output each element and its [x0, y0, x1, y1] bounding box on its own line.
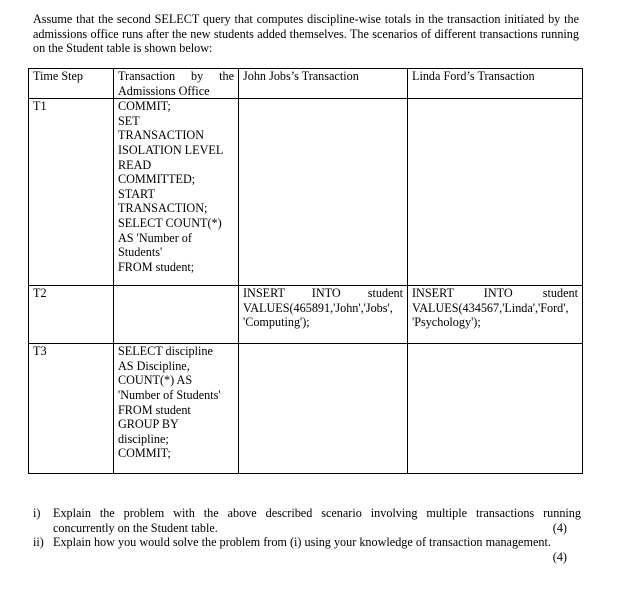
table-row-t1: [29, 99, 583, 286]
sql-line: VALUES(465891,'John','Jobs',: [243, 300, 393, 315]
question-number: i): [33, 506, 41, 520]
cell-john-empty: [239, 344, 408, 474]
sql-line: ISOLATION LEVEL: [118, 142, 224, 157]
table-header-row: [29, 69, 583, 99]
sql-line: AS Discipline,: [118, 358, 190, 373]
sql-line: TRANSACTION;: [118, 201, 208, 216]
cell-step: T1: [29, 99, 114, 286]
sql-line: TRANSACTION: [118, 128, 204, 143]
sql-line: VALUES(434567,'Linda','Ford',: [412, 300, 569, 315]
question-text-line2: concurrently on the Student table. (4): [53, 521, 581, 536]
cell-admissions-sql: [114, 99, 239, 286]
cell-admissions-sql: [114, 344, 239, 474]
cell-step: T2: [29, 286, 114, 344]
cell-john-empty: [239, 99, 408, 286]
sql-line: FROM student;: [118, 259, 195, 274]
sql-line: 'Psychology');: [412, 315, 481, 330]
sql-line: INSERT INTO student: [243, 286, 403, 301]
question-ii: [33, 535, 581, 564]
question-i: [33, 506, 581, 535]
table-row-t2: [29, 286, 583, 344]
sql-line: 'Number of Students': [118, 387, 221, 402]
question-mark: (4): [552, 520, 567, 535]
question-text-line1: Explain how you would solve the problem from (i) using your knowledge of transaction management.: [53, 535, 551, 550]
table-row-t3: [29, 344, 583, 474]
sql-line: AS 'Number of: [118, 230, 192, 245]
header-linda: Linda Ford’s Transaction: [408, 69, 583, 99]
sql-line: discipline;: [118, 431, 169, 446]
sql-line: FROM student: [118, 402, 191, 417]
cell-john-sql: [239, 286, 408, 344]
sql-line: SET: [118, 113, 140, 128]
header-john: John Jobs’s Transaction: [239, 69, 408, 99]
question-number: ii): [33, 535, 44, 550]
sql-line: Students': [118, 245, 163, 260]
sql-line: COUNT(*) AS: [118, 373, 193, 388]
question-text-line1: Explain the problem with the above described scenario involving multiple transactions running: [53, 506, 581, 520]
cell-admissions-empty: [114, 286, 239, 344]
header-time-step: Time Step: [29, 69, 114, 99]
sql-line: SELECT discipline: [118, 344, 213, 359]
cell-linda-empty: [408, 344, 583, 474]
transaction-table: [28, 68, 583, 474]
cell-linda-sql: [408, 286, 583, 344]
sql-line: READ: [118, 157, 152, 172]
sql-line: GROUP BY: [118, 417, 179, 432]
sql-line: COMMIT;: [118, 446, 171, 461]
question-mark: (4): [552, 549, 567, 564]
sql-line: START: [118, 186, 155, 201]
sql-line: COMMIT;: [118, 99, 171, 114]
cell-step: T3: [29, 344, 114, 474]
questions: [33, 506, 581, 564]
sql-line: COMMITTED;: [118, 172, 196, 187]
sql-line: SELECT COUNT(*): [118, 215, 222, 230]
sql-line: INSERT INTO student: [412, 286, 578, 301]
intro-paragraph: Assume that the second SELECT query that computes discipline-wise totals in the transaction initiated by the admissions office runs after the new students added themselves. The scenarios of different transactions running on the Student table is shown below:: [33, 12, 579, 56]
header-admissions-line1: Transaction by the: [118, 69, 234, 83]
header-admissions: [114, 69, 239, 99]
header-admissions-line2: Admissions Office: [118, 83, 210, 98]
cell-linda-empty: [408, 99, 583, 286]
sql-line: 'Computing');: [243, 315, 310, 330]
